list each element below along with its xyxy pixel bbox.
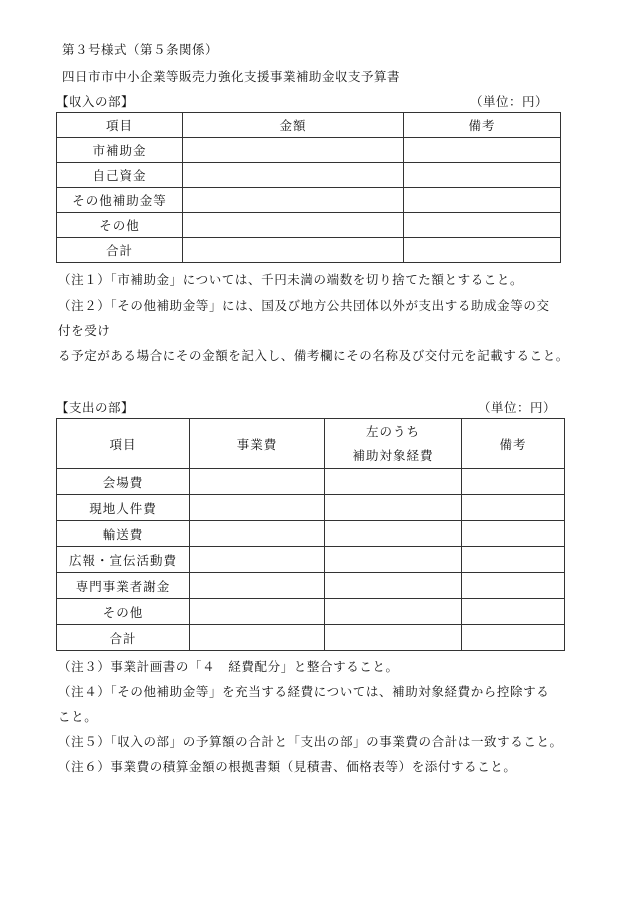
income-amount-cell[interactable] — [183, 188, 404, 213]
expense-remarks-cell[interactable] — [462, 495, 565, 521]
income-unit-label: （単位：円） — [470, 94, 549, 109]
table-row — [57, 573, 565, 599]
expense-note-6: （注６）事業費の積算金額の根拠書類（見積書、価格表等）を添付すること。 — [58, 759, 517, 774]
document-title: 四日市市中小企業等販売力強化支援事業補助金収支予算書 — [62, 69, 401, 84]
income-amount-cell[interactable] — [183, 213, 404, 238]
expense-subsidy-cell[interactable] — [325, 521, 462, 547]
table-row — [57, 469, 565, 495]
income-remarks-cell[interactable] — [404, 213, 561, 238]
table-row — [57, 213, 561, 238]
income-header-remarks: 備考 — [404, 113, 561, 138]
expense-note-3: （注３）事業計画書の「４ 経費配分」と整合すること。 — [58, 659, 399, 674]
expense-remarks-cell[interactable] — [462, 625, 565, 651]
income-header-item: 項目 — [57, 113, 183, 138]
income-row-label: その他補助金等 — [57, 188, 183, 213]
income-remarks-cell[interactable] — [404, 188, 561, 213]
table-row — [57, 495, 565, 521]
expense-header-row — [57, 419, 565, 469]
income-amount-cell[interactable] — [183, 138, 404, 163]
income-row-label: 合計 — [57, 238, 183, 263]
expense-remarks-cell[interactable] — [462, 573, 565, 599]
table-row — [57, 238, 561, 263]
expense-cost-cell[interactable] — [190, 547, 325, 573]
expense-header-item: 項目 — [57, 419, 190, 469]
expense-subsidy-cell[interactable] — [325, 469, 462, 495]
expense-section-label: 【支出の部】 — [56, 400, 135, 415]
expense-table — [56, 418, 565, 651]
expense-cost-cell[interactable] — [190, 573, 325, 599]
expense-subsidy-cell[interactable] — [325, 495, 462, 521]
table-row — [57, 138, 561, 163]
income-note-2: （注２）「その他補助金等」には、国及び地方公共団体以外が支出する助成金等の交 — [58, 298, 550, 313]
income-remarks-cell[interactable] — [404, 238, 561, 263]
table-row — [57, 188, 561, 213]
expense-header-subsidy — [325, 419, 462, 469]
income-remarks-cell[interactable] — [404, 138, 561, 163]
expense-remarks-cell[interactable] — [462, 469, 565, 495]
income-header-row — [57, 113, 561, 138]
expense-remarks-cell[interactable] — [462, 599, 565, 625]
expense-subsidy-cell[interactable] — [325, 599, 462, 625]
expense-header-subsidy-line2: 補助対象経費 — [352, 447, 434, 463]
income-note-2-cont: 付を受け — [58, 323, 111, 338]
expense-subsidy-cell[interactable] — [325, 625, 462, 651]
expense-row-label: 会場費 — [57, 469, 190, 495]
table-row — [57, 521, 565, 547]
expense-cost-cell[interactable] — [190, 599, 325, 625]
expense-note-5: （注５）「収入の部」の予算額の合計と「支出の部」の事業費の合計は一致すること。 — [58, 734, 563, 749]
expense-row-label: 輸送費 — [57, 521, 190, 547]
expense-cost-cell[interactable] — [190, 521, 325, 547]
income-note-2-cont: る予定がある場合にその金額を記入し、備考欄にその名称及び交付元を記載すること。 — [58, 348, 569, 363]
table-row — [57, 599, 565, 625]
expense-row-label: 合計 — [57, 625, 190, 651]
income-row-label: その他 — [57, 213, 183, 238]
income-note-1: （注１）「市補助金」については、千円未満の端数を切り捨てた額とすること。 — [58, 272, 524, 287]
expense-row-label: 現地人件費 — [57, 495, 190, 521]
form-number: 第３号様式（第５条関係） — [62, 42, 219, 57]
expense-subsidy-cell[interactable] — [325, 573, 462, 599]
table-row — [57, 625, 565, 651]
expense-header-cost: 事業費 — [190, 419, 325, 469]
income-row-label: 自己資金 — [57, 163, 183, 188]
income-section-label: 【収入の部】 — [56, 94, 135, 109]
income-table — [56, 112, 561, 263]
income-row-label: 市補助金 — [57, 138, 183, 163]
expense-header-remarks: 備考 — [462, 419, 565, 469]
table-row — [57, 163, 561, 188]
income-amount-cell[interactable] — [183, 238, 404, 263]
expense-header-subsidy-line1: 左のうち — [365, 423, 420, 439]
expense-cost-cell[interactable] — [190, 625, 325, 651]
expense-note-4: （注４）「その他補助金等」を充当する経費については、補助対象経費から控除する — [58, 684, 550, 699]
table-row — [57, 547, 565, 573]
income-amount-cell[interactable] — [183, 163, 404, 188]
expense-unit-label: （単位：円） — [478, 400, 557, 415]
expense-cost-cell[interactable] — [190, 469, 325, 495]
expense-row-label: 広報・宣伝活動費 — [57, 547, 190, 573]
income-remarks-cell[interactable] — [404, 163, 561, 188]
expense-subsidy-cell[interactable] — [325, 547, 462, 573]
expense-row-label: その他 — [57, 599, 190, 625]
expense-cost-cell[interactable] — [190, 495, 325, 521]
expense-row-label: 専門事業者謝金 — [57, 573, 190, 599]
expense-remarks-cell[interactable] — [462, 521, 565, 547]
expense-note-4-cont: こと。 — [58, 709, 98, 724]
income-header-amount: 金額 — [183, 113, 404, 138]
expense-remarks-cell[interactable] — [462, 547, 565, 573]
